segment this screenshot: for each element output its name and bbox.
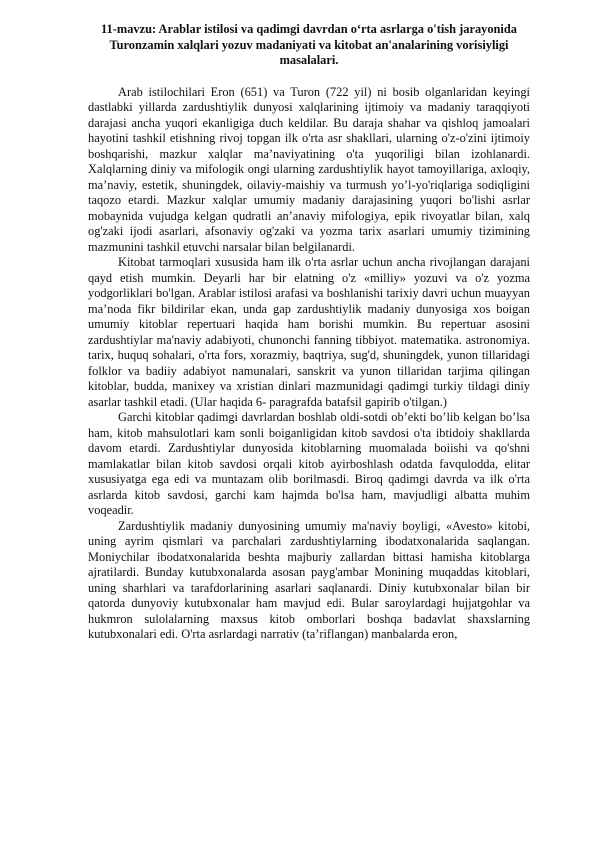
paragraph-3: Garchi kitoblar qadimgi davrlardan boshlab oldi-sotdi ob’ekti bo’lib kelgan bo’lsa ham, kitob mahsulotlari kam sonli boiganligidan kitob savdosi o'ta ibtidoiy shakllarda davom etardi. Zardushtiylar dunyosida kitoblarning muomalada boiishi va qo'shni mamlakatlar bilan kitob savdosi orqali kitob ayirboshlash odatda favqulodda, elitar xususiyatga ega edi va muntazam olib borilmasdi. Biroq qadimgi davrda va ilk o'rta asrlarda kitob savdosi, garchi kam hajmda bo'lsa ham, mavjudligi albatta muhim voqeadir.	[88, 410, 530, 517]
document-body	[88, 22, 530, 643]
paragraph-1: Arab istilochilari Eron (651) va Turon (722 yil) ni bosib olganlaridan keyingi dastlabki yillarda zardushtiylik dunyosi xalqlarining ijtimoiy va madaniy taraqqiyoti darajasi ancha yuqori ekanligiga duch keldilar. Bu daraja shahar va qishloq jamoalari hayotini tashkil etishning rivoj topgan ilk o'rta asr shakllari, ularning o'z-o'zini ijtimoiy boshqarishi, mazkur xalqlar ma’naviyatining o'ta yuqoriligi bilan izohlanardi. Xalqlarning diniy va mifologik ongi ularning zardushtiylik hayot tamoyillariga, axloqiy, ma’naviy, estetik, shuningdek, oilaviy-maishiy va turmush yo’l-yo'riqlariga sodiqligini taqozo etardi. Mazkur xalqlar umumiy madaniy darajasining yuqori bo'lishi asrlar mobaynida vujudga kelgan qudratli an’anaviy mifologiya, epik rivoyatlar bilan, xalq og'zaki ijodi asarlari, afsonaviy og'zaki va yozma tarix asarlari umumiy tizimining mazmunini tashkil etuvchi narsalar bilan belgilanardi.	[88, 84, 530, 254]
paragraph-2: Kitobat tarmoqlari xususida ham ilk o'rta asrlar uchun ancha rivojlangan darajani qayd etish mumkin. Deyarli har bir elatning o'z «milliy» yozuvi va o'z yozma yodgorliklari bo'lgan. Arablar istilosi arafasi va boshlanishi tarixiy davri uchun muayyan ma’noda fikr bildirilar ekan, unda gap zardushtiylik madaniy dunyosiga xos boigan umumiy kitoblar repertuari haqida ham borishi mumkin. Bu repertuar asosini zardushtiylar ma'naviy adabiyoti, chunonchi fanning tibbiyot. matematika. astronomiya. tarix, huquq sohalari, o'rta fors, xorazmiy, baqtriya, sug'd, shuningdek, yunon tillaridagi folklor va badiiy adabiyot namunalari, sanskrit va yunon tillaridan tarjima qilingan kitoblar, budda, manixey va xristian dinlari mazmunidagi qadimgi turkiy tildagi diniy asarlar tashkil etadi. (Ular haqida 6- paragrafda batafsil gapirib o'tilgan.)	[88, 255, 530, 409]
document-title: 11-mavzu: Arablar istilosi va qadimgi davrdan o‘rta asrlarga o'tish jarayonida Turonzamin xalqlari yozuv madaniyati va kitobat an'analarining vorisiyligi masalalari.	[101, 22, 517, 67]
title-spacing	[88, 69, 530, 85]
paragraph-4: Zardushtiylik madaniy dunyosining umumiy ma'naviy boyligi, «Avesto» kitobi, uning ayrim qismlari va parchalari zardushtiylarning ibodatxonalarida saqlangan. Moniychilar ibodatxonalarida beshta majburiy zallardan bittasi hamisha kitoblarga ajratilardi. Bunday kutubxonalarda asosan payg'ambar Monining muqaddas kitoblari, uning sharhlari va tarafdorlarining asarlari saqlanardi. Diniy kutubxonalar bilan bir qatorda dunyoviy kutubxonalar ham mavjud edi. Bular saroylardagi hujjatgohlar va hukmron sulolalarning maxsus kitob omborlari boshqa badavlat shaxslarning kutubxonalari edi. O'rta asrlardagi narrativ (ta’riflangan) manbalarda eron,	[88, 518, 530, 641]
